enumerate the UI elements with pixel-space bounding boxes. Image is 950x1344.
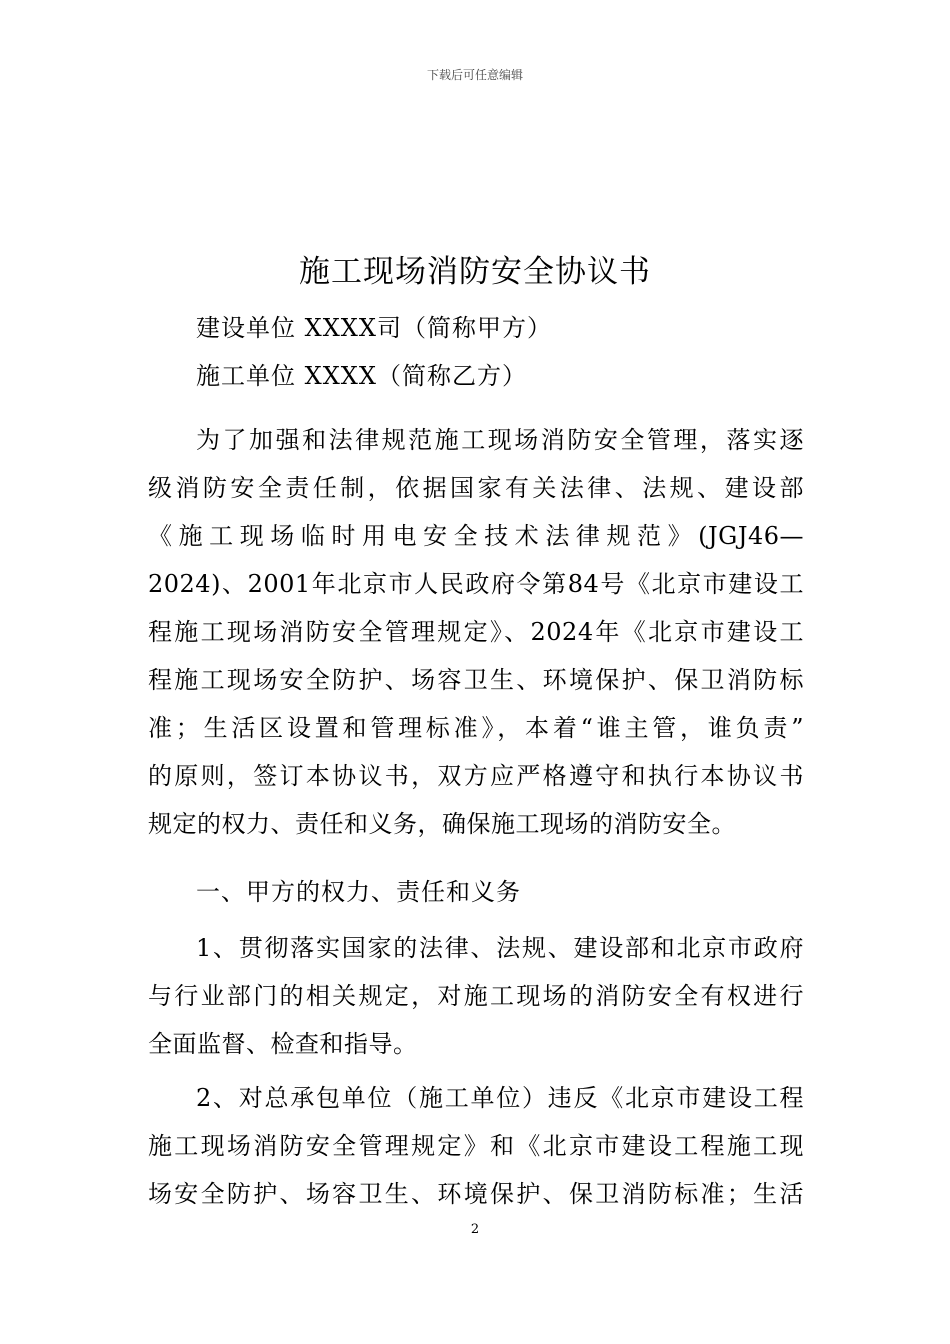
item2-line: 2、对总承包单位（施工单位）违反《北京市建设工程 [196,1084,804,1112]
item1-line: 1、贯彻落实国家的法律、法规、建设部和北京市政府 [196,934,804,962]
item2-line: 施工现场消防安全管理规定》和《北京市建设工程施工现 [148,1132,804,1160]
document-title: 施工现场消防安全协议书 [299,254,651,290]
intro-line: 《施工现场临时用电安全技术法律规范》(JGJ46— [148,522,804,550]
intro-line: 准；生活区设置和管理标准》，本着“谁主管，谁负责” [148,714,804,742]
intro-line: 程施工现场安全防护、场容卫生、环境保护、保卫消防标 [148,666,804,694]
intro-line: 的原则，签订本协议书，双方应严格遵守和执行本协议书 [148,762,804,790]
intro-line: 程施工现场消防安全管理规定》、2024年《北京市建设工 [148,618,804,646]
intro-line: 规定的权力、责任和义务，确保施工现场的消防安全。 [148,810,736,838]
item2-line: 场安全防护、场容卫生、环境保护、保卫消防标准；生活 [148,1180,804,1208]
party-contractor: 施工单位 XXXX（简称乙方） [196,362,527,390]
header-note: 下载后可任意编辑 [426,68,523,82]
section-heading: 一、甲方的权力、责任和义务 [196,878,521,906]
intro-line: 为了加强和法律规范施工现场消防安全管理，落实逐 [196,426,804,454]
party-builder: 建设单位 XXXX司（简称甲方） [196,314,552,342]
intro-line: 级消防安全责任制，依据国家有关法律、法规、建设部 [148,474,804,502]
intro-line: 2024)、2001年北京市人民政府令第84号《北京市建设工 [148,570,804,598]
item1-line: 与行业部门的相关规定，对施工现场的消防安全有权进行 [148,982,804,1010]
page-number: 2 [470,1222,480,1237]
item1-line: 全面监督、检查和指导。 [148,1030,418,1058]
